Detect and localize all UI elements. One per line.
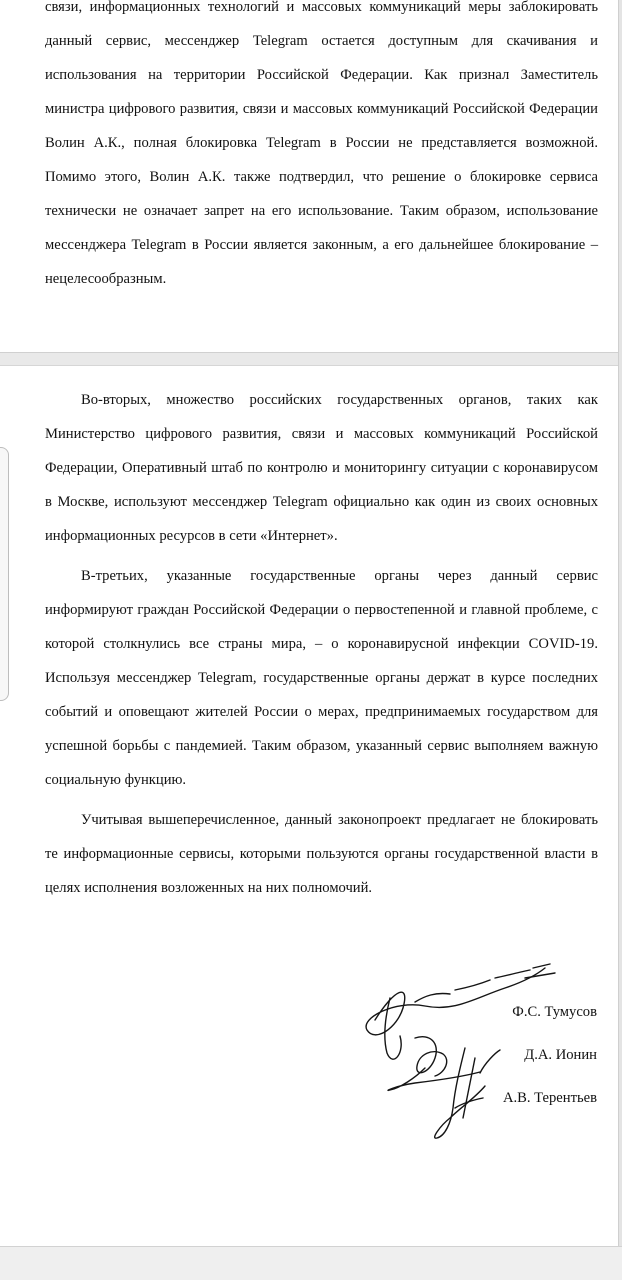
paragraph-third-point: В-третьих, указанные государственные органы через данный сервис информируют граждан Российской Федерации о первостепенной и главной проблеме, с которой столкнулись все страны мира, – о коронавирусной инфекции COVID-19. Используя мессенджер Telegram, государственные органы держат в курсе последних событий и оповещают жителей России о мерах, предпринимаемых государством для успешной борьбы с пандемией. Таким образом, указанный сервис выполняем важную социальную функцию. [45,568,598,788]
paragraph-continuation: связи, информационных технологий и массовых коммуникаций меры заблокировать данный сервис, мессенджер Telegram остается доступным для скачивания и использования на территории Российской Федерации. Как признал Заместитель министра цифрового развития, связи и массовых коммуникаций Российской Федерации Волин А.К., полная блокировка Telegram в России не представляется возможной. Помимо этого, Волин А.К. также подтвердил, что решение о блокировке сервиса технически не означает запрет на его использование. Таким образом, использование мессенджера Telegram в России является законным, а его дальнейшее блокирование – нецелесообразным. [45,0,598,287]
page-break-bottom [0,1246,622,1280]
signer-name-2: Д.А. Ионин [524,1047,597,1063]
paragraph-second-point: Во-вторых, множество российских государственных органов, таких как Министерство цифрового развития, связи и массовых коммуникаций Российской Федерации, Оперативный штаб по контролю и мониторингу ситуации с коронавирусом в Москве, используют мессенджер Telegram официально как один из своих основных информационных ресурсов в сети «Интернет». [45,392,598,544]
signer-name-1: Ф.С. Тумусов [512,1004,597,1020]
scroll-handle[interactable] [0,447,9,701]
paragraph-conclusion: Учитывая вышеперечисленное, данный законопроект предлагает не блокировать те информационные сервисы, которыми пользуются органы государственной власти в целях исполнения возложенных на них полномочий. [45,812,598,896]
signer-name-3: А.В. Терентьев [502,1090,597,1106]
page-edge [618,0,622,1246]
document-page-previous [0,0,622,352]
page-break [0,352,622,366]
